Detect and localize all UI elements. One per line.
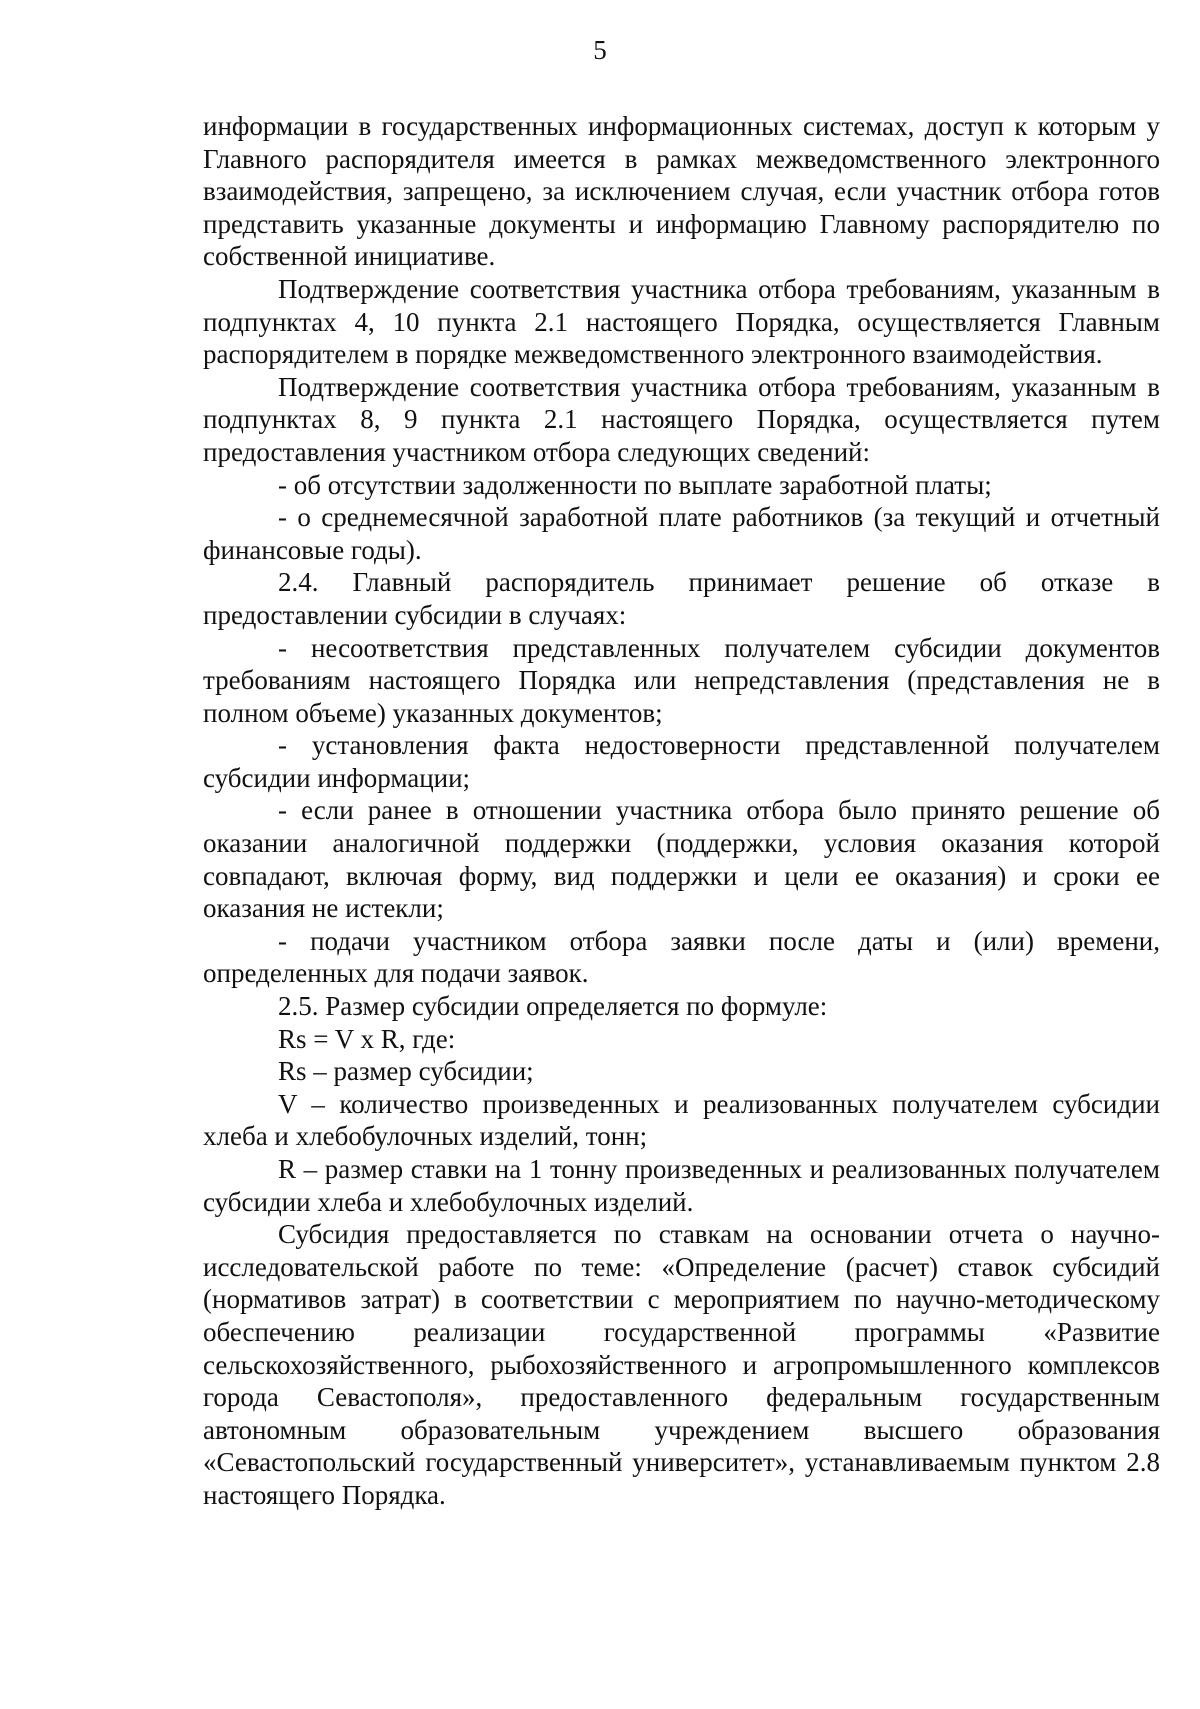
paragraph: Подтверждение соответствия участника отбора требованиям, указанным в подпунктах 8, 9 пункта 2.1 настоящего Порядка, осуществляется путем предоставления участником отбора следующих сведений: bbox=[203, 371, 1160, 467]
list-item: - установления факта недостоверности представленной получателем субсидии информации; bbox=[203, 730, 1160, 793]
formula-definition: V – количество произведенных и реализованных получателем субсидии хлеба и хлебобулочных изделий, тонн; bbox=[203, 1088, 1160, 1152]
list-item: - о среднемесячной заработной плате работников (за текущий и отчетный финансовые годы). bbox=[203, 502, 1160, 565]
formula-definition: R – размер ставки на 1 тонну произведенных и реализованных получателем субсидии хлеба и хлебобулочных изделий. bbox=[203, 1154, 1160, 1217]
document-body bbox=[203, 110, 1160, 1512]
list-item: - если ранее в отношении участника отбора было принято решение об оказании аналогичной поддержки (поддержки, условия оказания которой совпадают, включая форму, вид поддержки и цели ее оказания) и сроки ее оказания не истекли; bbox=[203, 795, 1160, 924]
paragraph: Подтверждение соответствия участника отбора требованиям, указанным в подпунктах 4, 10 пункта 2.1 настоящего Порядка, осуществляется Главным распорядителем в порядке межведомственного электронного взаимодействия. bbox=[203, 273, 1160, 370]
page-number: 5 bbox=[593, 35, 607, 65]
section-paragraph-2-5: 2.5. Размер субсидии определяется по формуле: bbox=[278, 991, 828, 1022]
formula-definition: Rs – размер субсидии; bbox=[278, 1056, 534, 1087]
formula: Rs = V x R, где: bbox=[278, 1023, 456, 1054]
list-item: - несоответствия представленных получателем субсидии документов требованиям настоящего Порядка или непредставления (представления не в полном объеме) указанных документов; bbox=[203, 632, 1160, 728]
list-item: - подачи участником отбора заявки после даты и (или) времени, определенных для подачи заявок. bbox=[203, 925, 1160, 989]
paragraph: информации в государственных информационных системах, доступ к которым у Главного распорядителя имеется в рамках межведомственного электронного взаимодействия, запрещено, за исключением случая, если участник отбора готов представить указанные документы и информацию Главному распорядителю по собственной инициативе. bbox=[203, 111, 1160, 272]
paragraph: Субсидия предоставляется по ставкам на основании отчета о научно-исследовательской работе по теме: «Определение (расчет) ставок субсидий (нормативов затрат) в соответствии с мероприятием по научно-методическому обеспечению реализации государственной программы «Развитие сельскохозяйственного, рыбохозяйственного и агропромышленного комплексов города Севастополя», предоставленного федеральным государственным автономным образовательным учреждением высшего образования «Севастопольский государственный университет», устанавливаемым пунктом 2.8 настоящего Порядка. bbox=[203, 1219, 1160, 1510]
list-item: - об отсутствии задолженности по выплате заработной платы; bbox=[278, 469, 992, 500]
section-paragraph-2-4: 2.4. Главный распорядитель принимает решение об отказе в предоставлении субсидии в случаях: bbox=[203, 567, 1160, 630]
